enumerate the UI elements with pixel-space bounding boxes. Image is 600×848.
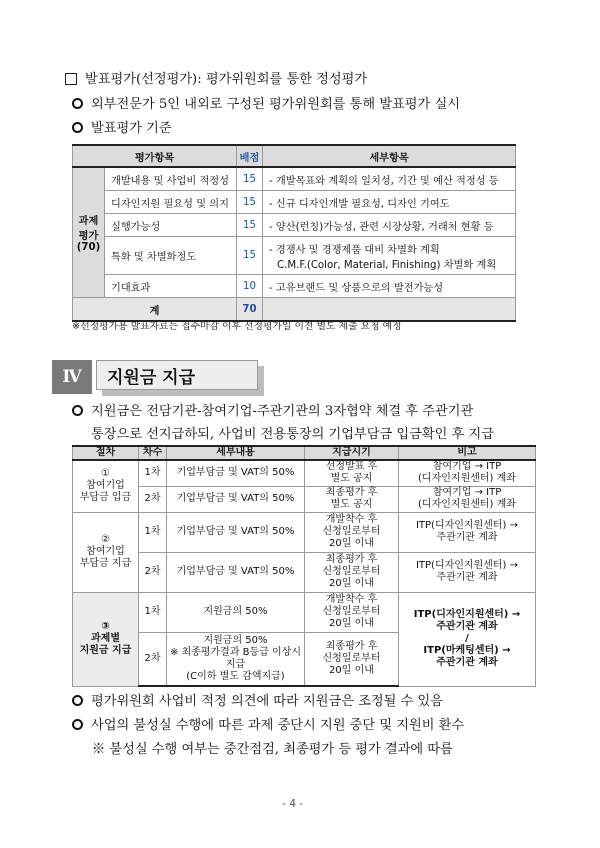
circle-bullet-icon <box>72 719 83 730</box>
bottom-note: ※ 불성실 수행 여부는 중간점검, 최종평가 등 평가 결과에 따름 <box>92 742 453 757</box>
detail-line: 지원금의 50% <box>203 634 268 646</box>
eval-note: ※선정평가용 발표자료는 접수마감 이후 선정평가일 이전 별도 제출 요청 예정 <box>72 321 402 332</box>
step-label: 지원금 지급 <box>79 645 132 656</box>
bullet-line <box>72 400 473 419</box>
detail-cell: 기업부담금 및 VAT의 50% <box>167 552 305 592</box>
note-cell <box>399 460 536 486</box>
note-line: ITP(디자인지원센터) → <box>415 560 519 571</box>
step-number: ② <box>101 534 110 545</box>
payment-table <box>72 445 536 687</box>
detail-cell: - 고유브랜드 및 상품으로의 발전가능성 <box>263 275 516 298</box>
section-header <box>52 360 264 394</box>
timing-line: 별도 공지 <box>330 499 373 510</box>
table-row <box>73 275 516 298</box>
note-line: ITP(디자인지원센터) → <box>415 520 519 531</box>
score-cell: 10 <box>237 275 263 298</box>
detail-line: - 경쟁사 및 경쟁제품 대비 차별화 계획 <box>269 244 440 256</box>
table-row <box>73 460 536 486</box>
header-detail: 세부내용 <box>167 446 305 460</box>
step-label: 부담금 지급 <box>79 558 132 569</box>
bullet-text: 사업의 불성실 수행에 따른 과제 중단시 지원 중단 및 지원비 환수 <box>91 718 465 733</box>
round-cell: 1차 <box>139 592 167 632</box>
item-cell: 특화 및 차별화정도 <box>105 237 237 275</box>
detail-cell <box>263 237 516 275</box>
table-row <box>73 592 536 632</box>
detail-line: ※ 최종평가결과 B등급 이상시 <box>169 646 302 658</box>
section-title: 지원금 지급 <box>96 360 258 390</box>
bullet-text: 평가위원회 사업비 적정 의견에 따라 지원금은 조정될 수 있음 <box>91 694 444 709</box>
step-label: 참여기업 <box>86 480 125 492</box>
timing-line: 신청일로부터 <box>322 566 381 577</box>
header-timing: 지급시기 <box>305 446 399 460</box>
note-line: 참여기업 → ITP <box>432 487 502 498</box>
note-line: / <box>465 633 469 644</box>
table-row <box>73 512 536 552</box>
step-cell <box>73 512 139 592</box>
score-cell: 15 <box>237 214 263 237</box>
detail-line: 지급 <box>225 658 246 670</box>
detail-cell: - 양산(런칭)가능성, 관련 시장상황, 거래처 현황 등 <box>263 214 516 237</box>
timing-line: 최종평가 후 <box>325 487 378 498</box>
detail-cell: 기업부담금 및 VAT의 50% <box>167 486 305 512</box>
score-cell: 15 <box>237 191 263 214</box>
header-item: 평가항목 <box>73 145 237 167</box>
timing-cell <box>305 512 399 552</box>
timing-line: 신청일로부터 <box>322 606 381 617</box>
item-cell: 실행가능성 <box>105 214 237 237</box>
note-line: (디자인지원센터) 계좌 <box>418 473 516 485</box>
evaluation-table <box>72 144 516 322</box>
timing-line: 개발착수 후 <box>325 514 378 525</box>
total-label: 계 <box>73 298 237 322</box>
table-row <box>73 552 536 592</box>
note-cell <box>399 486 536 512</box>
detail-cell <box>167 632 305 686</box>
timing-line: 최종평가 후 <box>325 640 378 652</box>
note-line: ITP(마케팅센터) → <box>423 645 511 656</box>
bullet-text: 발표평가 기준 <box>91 121 172 136</box>
table-header-row <box>73 446 536 460</box>
table-header-row <box>73 145 516 167</box>
bullet-line <box>72 690 443 709</box>
bullet-text: 외부전문가 5인 내외로 구성된 평가위원회를 통해 발표평가 실시 <box>91 97 460 112</box>
table-row <box>73 237 516 275</box>
bullet-line <box>72 117 172 136</box>
table-row <box>73 167 516 191</box>
detail-cell: - 신규 디자인개발 필요성, 디자인 기여도 <box>263 191 516 214</box>
detail-cell: 기업부담금 및 VAT의 50% <box>167 512 305 552</box>
round-cell: 2차 <box>139 552 167 592</box>
note-line: 주관기관 계좌 <box>436 532 498 543</box>
note-line: 참여기업 → ITP <box>432 461 502 473</box>
timing-line: 20일 이내 <box>329 578 374 589</box>
note-line: 주관기관 계좌 <box>436 572 498 583</box>
circle-bullet-icon <box>72 695 83 706</box>
total-score: 70 <box>237 298 263 322</box>
detail-cell: 지원금의 50% <box>167 592 305 632</box>
item-cell: 디자인지원 필요성 및 의지 <box>105 191 237 214</box>
detail-cell: - 개발목표와 계획의 일치성, 기간 및 예산 적정성 등 <box>263 167 516 191</box>
bullet-line <box>72 93 460 112</box>
timing-line: 20일 이내 <box>329 618 374 629</box>
table-row <box>73 486 536 512</box>
detail-line: C.M.F.(Color, Material, Finishing) 차별화 계획 <box>277 259 497 271</box>
header-score: 배점 <box>237 145 263 167</box>
circle-bullet-icon <box>72 405 83 416</box>
bullet-text: 지원금은 전담기관-참여기업-주관기관의 3자협약 체결 후 주관기관 <box>91 404 474 419</box>
header-detail: 세부항목 <box>263 145 516 167</box>
heading-text: 발표평가(선정평가): 평가위원회를 통한 정성평가 <box>85 72 368 87</box>
timing-cell <box>305 486 399 512</box>
table-row <box>73 214 516 237</box>
bullet-line <box>72 714 464 733</box>
step-label: 참여기업 <box>86 546 125 557</box>
item-cell: 개발내용 및 사업비 적정성 <box>105 167 237 191</box>
timing-line: 별도 공지 <box>330 473 373 485</box>
note-line: 주관기관 계좌 <box>436 657 498 668</box>
header-note: 비고 <box>399 446 536 460</box>
page-number: - 4 - <box>282 798 304 810</box>
timing-line: 20일 이내 <box>329 538 374 549</box>
step-number: ① <box>101 468 110 480</box>
note-cell <box>399 512 536 552</box>
step-cell <box>73 460 139 512</box>
note-line: (디자인지원센터) 계좌 <box>418 499 516 510</box>
header-step: 절차 <box>73 446 139 460</box>
step-label: 과제별 <box>91 633 120 644</box>
step-cell <box>73 592 139 686</box>
category-line: 과제 <box>78 216 99 227</box>
note-cell <box>399 592 536 686</box>
item-cell: 기대효과 <box>105 275 237 298</box>
timing-line: 최종평가 후 <box>325 554 378 565</box>
detail-cell: 기업부담금 및 VAT의 50% <box>167 460 305 486</box>
detail-line: (C이하 별도 감액지급) <box>186 670 285 682</box>
round-cell: 2차 <box>139 486 167 512</box>
heading-line <box>65 68 367 87</box>
timing-line: 선정발표 후 <box>325 461 378 473</box>
timing-cell <box>305 592 399 632</box>
round-cell: 1차 <box>139 512 167 552</box>
score-cell: 15 <box>237 237 263 275</box>
note-line: ITP(디자인지원센터) → <box>413 609 521 620</box>
note-cell <box>399 552 536 592</box>
category-line: (70) <box>76 242 101 253</box>
circle-bullet-icon <box>72 98 83 109</box>
circle-bullet-icon <box>72 122 83 133</box>
timing-line: 신청일로부터 <box>322 526 381 537</box>
table-row <box>73 191 516 214</box>
round-cell: 1차 <box>139 460 167 486</box>
bullet-continuation: 통장으로 선지급하되, 사업비 전용통장의 기업부담금 입금확인 후 지급 <box>91 427 494 442</box>
timing-line: 신청일로부터 <box>322 652 381 664</box>
round-cell: 2차 <box>139 632 167 686</box>
section-number: Ⅳ <box>52 360 92 394</box>
header-round: 차수 <box>139 446 167 460</box>
timing-cell <box>305 632 399 686</box>
timing-cell <box>305 460 399 486</box>
category-line: 평가 <box>78 231 99 242</box>
step-number: ③ <box>101 621 110 632</box>
step-label: 부담금 입금 <box>79 492 132 504</box>
timing-line: 개발착수 후 <box>325 594 378 605</box>
score-cell: 15 <box>237 167 263 191</box>
timing-cell <box>305 552 399 592</box>
note-line: 주관기관 계좌 <box>436 621 498 632</box>
category-cell <box>73 167 105 298</box>
checkbox-square-icon <box>65 73 77 85</box>
timing-line: 20일 이내 <box>329 664 374 676</box>
